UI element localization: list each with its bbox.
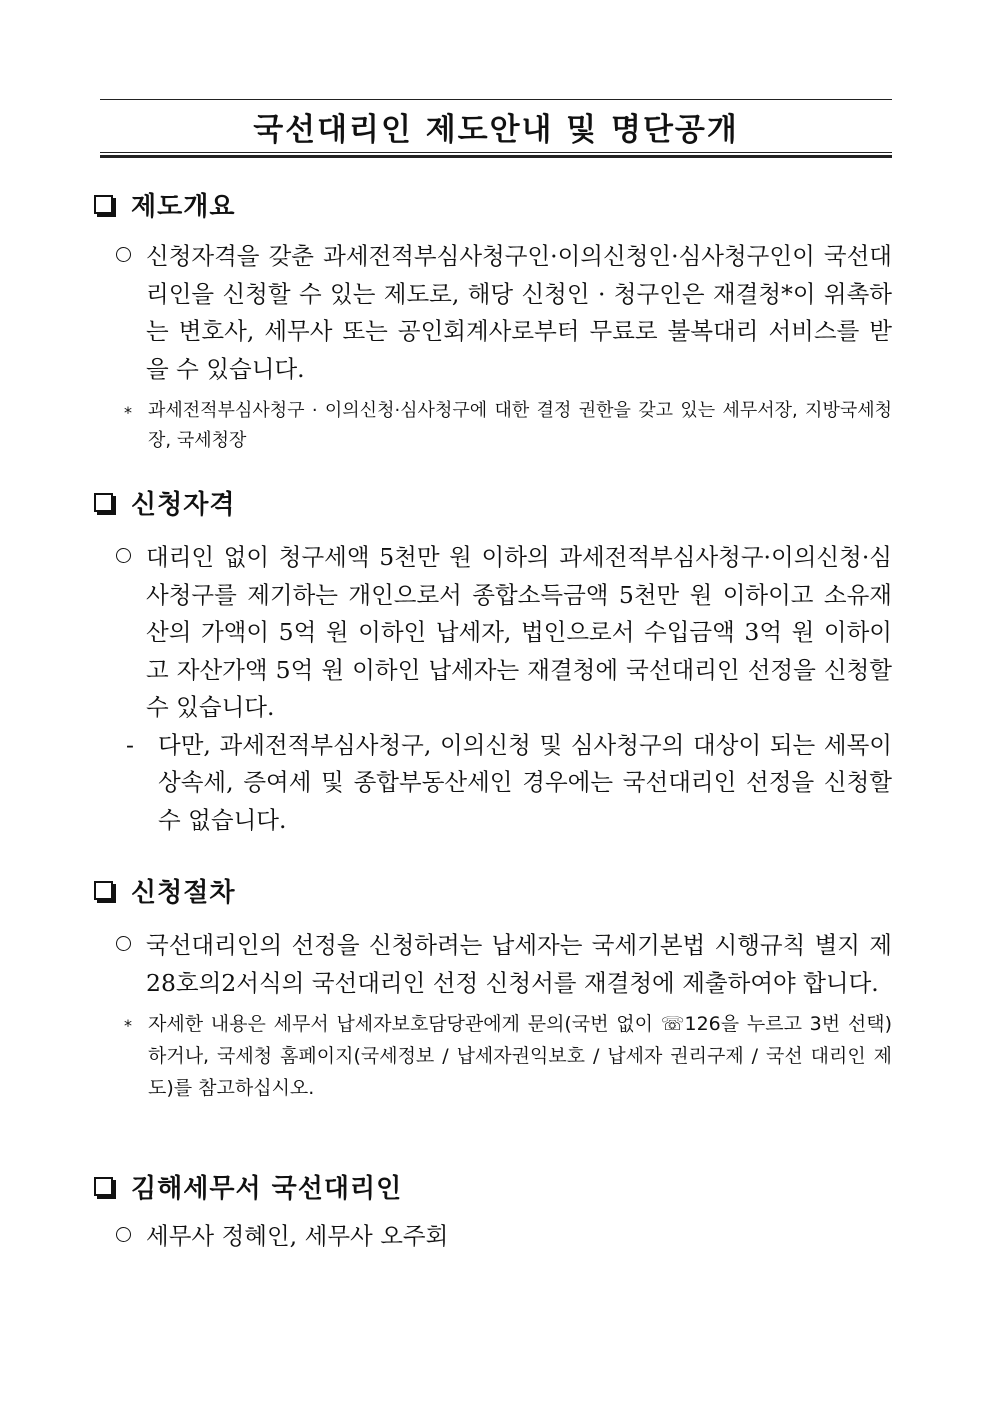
paragraph: 세무사 정혜인, 세무사 오주회 (146, 1222, 449, 1250)
list-item (116, 238, 892, 388)
section-heading (92, 184, 892, 224)
page-title: 국선대리인 제도안내 및 명단공개 (253, 112, 739, 148)
paragraph: 대리인 없이 청구세액 5천만 원 이하의 과세전적부심사청구·이의신청·심사청구를 제기하는 개인으로서 종합소득금액 5천만 원 이하이고 소유재산의 가액이 5억 원 이하인 납세자, 법인으로서 수입금액 3억 원 이하이고 자산가액 5억 원 이하인 납세자는 재결청에 국선대리인 선정을 신청할 수 있습니다. (146, 543, 892, 721)
footnote-text: 과세전적부심사청구 · 이의신청·심사청구에 대한 결정 권한을 갖고 있는 세무서장, 지방국세청장, 국세청장 (148, 400, 892, 451)
list-item (116, 927, 892, 1002)
section-overview (92, 184, 892, 456)
section-heading (92, 482, 892, 522)
title-block (100, 99, 892, 158)
footnote (122, 1008, 892, 1104)
section-heading (92, 870, 892, 910)
checkbox-square-icon (94, 1177, 113, 1196)
circle-bullet-icon (116, 1227, 131, 1242)
checkbox-square-icon (94, 493, 113, 512)
section-title: 신청절차 (131, 877, 236, 908)
footnote (122, 396, 892, 456)
dash-mark: - (126, 730, 134, 759)
footnote-text: 자세한 내용은 세무서 납세자보호담당관에게 문의(국번 없이 ☏126을 누르고 3번 선택)하거나, 국세청 홈페이지(국세정보 / 납세자권익보호 / 납세자 권리구제 / 국선 대리인 제도)를 참고하십시오. (148, 1013, 892, 1099)
circle-bullet-icon (116, 247, 131, 262)
section-title: 김해세무서 국선대리인 (131, 1173, 403, 1204)
circle-bullet-icon (116, 548, 131, 563)
circle-bullet-icon (116, 936, 131, 951)
checkbox-square-icon (94, 881, 113, 900)
asterisk-mark: * (124, 403, 132, 422)
section-title: 제도개요 (131, 191, 236, 222)
title-underline (100, 152, 892, 158)
section-procedure (92, 870, 892, 1104)
list-item (126, 727, 892, 840)
section-title: 신청자격 (131, 489, 236, 520)
checkbox-square-icon (94, 195, 113, 214)
section-heading (92, 1166, 892, 1206)
paragraph: 국선대리인의 선정을 신청하려는 납세자는 국세기본법 시행규칙 별지 제28호의2서식의 국선대리인 선정 신청서를 재결청에 제출하여야 합니다. (146, 931, 892, 997)
list-item (116, 539, 892, 727)
section-eligibility (92, 482, 892, 839)
asterisk-mark: * (124, 1016, 132, 1035)
list-item (116, 1218, 892, 1256)
paragraph: 다만, 과세전적부심사청구, 이의신청 및 심사청구의 대상이 되는 세목이 상속세, 증여세 및 종합부동산세인 경우에는 국선대리인 선정을 신청할 수 없습니다. (158, 730, 892, 834)
paragraph: 신청자격을 갖춘 과세전적부심사청구인·이의신청인·심사청구인이 국선대리인을 신청할 수 있는 제도로, 해당 신청인 · 청구인은 재결청*이 위촉하는 변호사, 세무사 또는 공인회계사로부터 무료로 불복대리 서비스를 받을 수 있습니다. (146, 242, 892, 383)
section-gimhae-representatives (92, 1166, 892, 1256)
